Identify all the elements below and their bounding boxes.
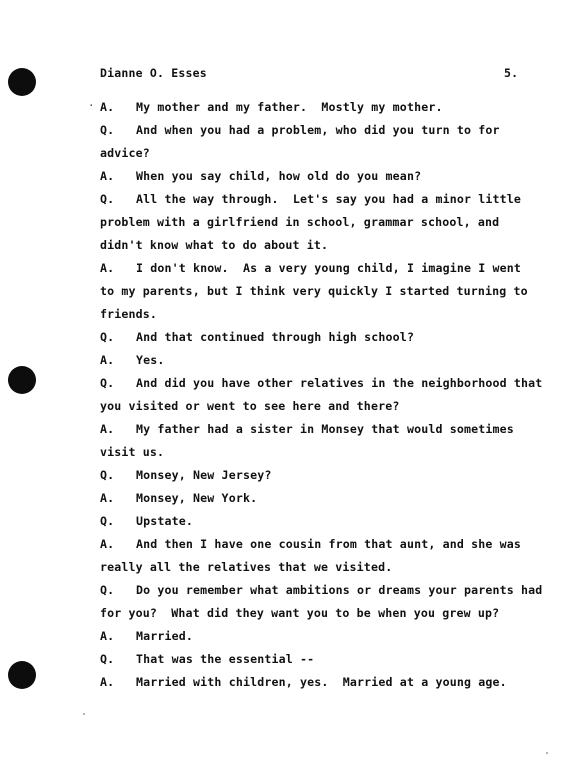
- line-text: for you? What did they want you to be when you grew up?: [100, 606, 500, 620]
- transcript-line: [100, 188, 530, 211]
- speaker-label: Q.: [100, 123, 115, 137]
- line-text: And did you have other relatives in the neighborhood that: [136, 376, 543, 390]
- transcript-line: [100, 349, 530, 372]
- scan-speck: [546, 752, 548, 754]
- line-text: to my parents, but I think very quickly I started turning to: [100, 284, 528, 298]
- line-text: Married with children, yes. Married at a young age.: [136, 675, 507, 689]
- speaker-label: Q.: [100, 468, 115, 482]
- transcript-line: [100, 303, 530, 326]
- speaker-label: A.: [100, 261, 115, 275]
- transcript-line: [100, 211, 530, 234]
- transcript-line: [100, 533, 530, 556]
- line-text: My mother and my father. Mostly my mother.: [136, 100, 443, 114]
- line-text: When you say child, how old do you mean?: [136, 169, 422, 183]
- transcript-line: [100, 234, 530, 257]
- line-text: you visited or went to see here and there?: [100, 399, 400, 413]
- line-text: Upstate.: [136, 514, 194, 528]
- line-text: friends.: [100, 307, 158, 321]
- line-text: Yes.: [136, 353, 165, 367]
- transcript-line: [100, 142, 530, 165]
- speaker-label: A.: [100, 675, 115, 689]
- punch-hole-middle: [8, 366, 36, 394]
- transcript-line: [100, 257, 530, 280]
- speaker-label: A.: [100, 537, 115, 551]
- line-text: visit us.: [100, 445, 165, 459]
- line-text: really all the relatives that we visited.: [100, 560, 393, 574]
- line-text: Do you remember what ambitions or dreams your parents had: [136, 583, 543, 597]
- transcript-line: [100, 165, 530, 188]
- speaker-label: Q.: [100, 192, 115, 206]
- speaker-label: Q.: [100, 514, 115, 528]
- scan-speck: [83, 713, 85, 715]
- transcript-line: [100, 648, 530, 671]
- speaker-label: A.: [100, 491, 115, 505]
- transcript-line: [100, 556, 530, 579]
- transcript-line: [100, 326, 530, 349]
- transcript-line: [100, 395, 530, 418]
- speaker-label: Q.: [100, 583, 115, 597]
- margin-mark: .: [88, 96, 95, 109]
- transcript-line: [100, 671, 530, 694]
- transcript-line: [100, 119, 530, 142]
- line-text: Monsey, New York.: [136, 491, 258, 505]
- line-text: All the way through. Let's say you had a minor little: [136, 192, 522, 206]
- line-text: That was the essential --: [136, 652, 315, 666]
- transcript-line: [100, 441, 530, 464]
- transcript-line: [100, 579, 543, 602]
- line-text: And when you had a problem, who did you turn to for: [136, 123, 500, 137]
- transcript-line: [100, 510, 530, 533]
- deponent-name: Dianne O. Esses: [100, 66, 207, 80]
- line-text: My father had a sister in Monsey that would sometimes: [136, 422, 514, 436]
- page-number: 5.: [504, 66, 519, 80]
- speaker-label: Q.: [100, 330, 115, 344]
- punch-hole-top: [8, 68, 36, 96]
- speaker-label: Q.: [100, 376, 115, 390]
- transcript-line: [100, 464, 530, 487]
- line-text: Married.: [136, 629, 194, 643]
- transcript-line: [100, 487, 530, 510]
- speaker-label: Q.: [100, 652, 115, 666]
- transcript-line: [100, 372, 543, 395]
- line-text: problem with a girlfriend in school, grammar school, and: [100, 215, 500, 229]
- line-text: And that continued through high school?: [136, 330, 415, 344]
- speaker-label: A.: [100, 169, 115, 183]
- line-text: advice?: [100, 146, 150, 160]
- line-text: And then I have one cousin from that aunt, and she was: [136, 537, 522, 551]
- transcript-line: [100, 96, 530, 119]
- line-text: didn't know what to do about it.: [100, 238, 329, 252]
- transcript-line: [100, 625, 530, 648]
- punch-hole-bottom: [8, 661, 36, 689]
- transcript-line: [100, 602, 530, 625]
- transcript-body: [100, 96, 543, 694]
- line-text: I don't know. As a very young child, I imagine I went: [136, 261, 522, 275]
- speaker-label: A.: [100, 422, 115, 436]
- line-text: Monsey, New Jersey?: [136, 468, 272, 482]
- speaker-label: A.: [100, 100, 115, 114]
- speaker-label: A.: [100, 353, 115, 367]
- transcript-line: [100, 418, 530, 441]
- speaker-label: A.: [100, 629, 115, 643]
- transcript-line: [100, 280, 530, 303]
